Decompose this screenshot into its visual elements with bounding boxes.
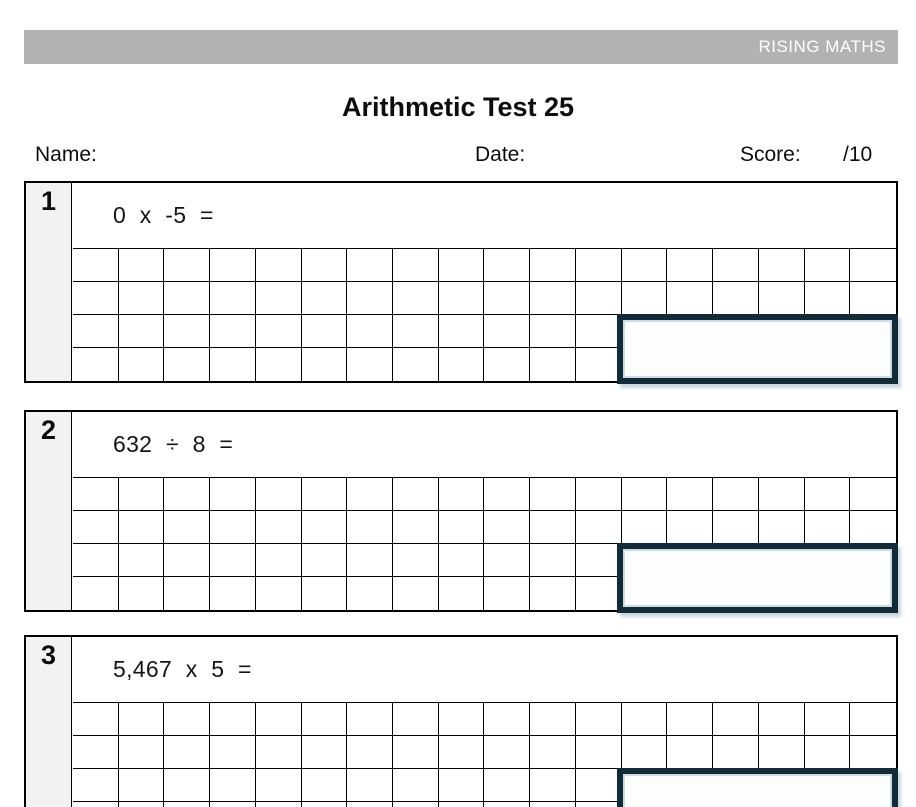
grid-cell xyxy=(576,769,622,802)
grid-cell xyxy=(576,315,622,348)
grid-cell xyxy=(256,249,302,282)
grid-cell xyxy=(667,249,713,282)
grid-cell xyxy=(622,249,668,282)
grid-cell xyxy=(119,249,165,282)
grid-cell xyxy=(393,736,439,769)
grid-cell xyxy=(759,249,805,282)
grid-cell xyxy=(439,348,485,381)
grid-cell xyxy=(484,249,530,282)
grid-cell xyxy=(667,736,713,769)
grid-cell xyxy=(210,348,256,381)
grid-cell xyxy=(850,282,896,315)
grid-cell xyxy=(256,511,302,544)
grid-cell xyxy=(119,511,165,544)
grid-cell xyxy=(393,478,439,511)
grid-cell xyxy=(347,544,393,577)
grid-cell xyxy=(484,348,530,381)
grid-cell xyxy=(759,511,805,544)
grid-cell xyxy=(713,511,759,544)
grid-cell xyxy=(484,282,530,315)
question-number: 2 xyxy=(26,412,72,610)
grid-cell xyxy=(530,544,576,577)
grid-cell xyxy=(347,249,393,282)
grid-cell xyxy=(484,511,530,544)
grid-cell xyxy=(805,511,851,544)
grid-cell xyxy=(622,703,668,736)
grid-cell xyxy=(256,282,302,315)
grid-cell xyxy=(73,282,119,315)
grid-cell xyxy=(256,315,302,348)
grid-cell xyxy=(73,348,119,381)
grid-cell xyxy=(530,769,576,802)
grid-cell xyxy=(164,511,210,544)
grid-cell xyxy=(210,249,256,282)
grid-cell xyxy=(210,577,256,610)
grid-cell xyxy=(347,703,393,736)
grid-cell xyxy=(484,544,530,577)
grid-cell xyxy=(439,478,485,511)
grid-cell xyxy=(164,478,210,511)
brand-label: RISING MATHS xyxy=(758,37,886,56)
grid-cell xyxy=(302,511,348,544)
brand-bar xyxy=(24,30,898,64)
grid-cell xyxy=(119,577,165,610)
grid-cell xyxy=(759,282,805,315)
grid-cell xyxy=(73,802,119,807)
grid-cell xyxy=(119,703,165,736)
grid-cell xyxy=(302,315,348,348)
grid-cell xyxy=(347,802,393,807)
grid-cell xyxy=(119,769,165,802)
grid-cell xyxy=(210,544,256,577)
grid-cell xyxy=(576,511,622,544)
grid-cell xyxy=(256,802,302,807)
grid-cell xyxy=(210,802,256,807)
grid-cell xyxy=(73,249,119,282)
grid-cell xyxy=(119,478,165,511)
grid-cell xyxy=(439,577,485,610)
grid-cell xyxy=(713,703,759,736)
grid-cell xyxy=(439,703,485,736)
grid-cell xyxy=(439,736,485,769)
grid-cell xyxy=(210,282,256,315)
grid-cell xyxy=(576,544,622,577)
grid-cell xyxy=(439,511,485,544)
grid-cell xyxy=(393,348,439,381)
grid-cell xyxy=(302,249,348,282)
score-total: /10 xyxy=(843,143,873,166)
grid-cell xyxy=(530,511,576,544)
grid-cell xyxy=(347,282,393,315)
grid-cell xyxy=(119,315,165,348)
name-label: Name: xyxy=(35,143,97,166)
grid-cell xyxy=(256,736,302,769)
grid-cell xyxy=(347,577,393,610)
grid-cell xyxy=(73,769,119,802)
grid-cell xyxy=(347,478,393,511)
grid-cell xyxy=(393,703,439,736)
grid-cell xyxy=(210,703,256,736)
grid-cell xyxy=(530,802,576,807)
grid-cell xyxy=(759,478,805,511)
grid-cell xyxy=(530,249,576,282)
grid-cell xyxy=(256,577,302,610)
grid-cell xyxy=(210,511,256,544)
grid-cell xyxy=(164,577,210,610)
grid-cell xyxy=(713,282,759,315)
grid-cell xyxy=(439,544,485,577)
grid-cell xyxy=(667,703,713,736)
grid-cell xyxy=(530,736,576,769)
grid-cell xyxy=(164,249,210,282)
page-title: Arithmetic Test 25 xyxy=(341,92,575,122)
grid-cell xyxy=(302,282,348,315)
grid-cell xyxy=(439,769,485,802)
grid-cell xyxy=(622,478,668,511)
grid-cell xyxy=(302,577,348,610)
grid-cell xyxy=(393,282,439,315)
grid-cell xyxy=(667,478,713,511)
grid-cell xyxy=(622,282,668,315)
grid-cell xyxy=(164,544,210,577)
answer-box[interactable] xyxy=(617,768,898,807)
grid-cell xyxy=(439,802,485,807)
grid-cell xyxy=(302,736,348,769)
grid-cell xyxy=(256,769,302,802)
grid-cell xyxy=(530,703,576,736)
grid-cell xyxy=(73,703,119,736)
grid-cell xyxy=(73,315,119,348)
grid-cell xyxy=(164,348,210,381)
grid-cell xyxy=(119,348,165,381)
grid-cell xyxy=(347,348,393,381)
grid-cell xyxy=(164,703,210,736)
grid-cell xyxy=(759,703,805,736)
grid-cell xyxy=(302,478,348,511)
grid-cell xyxy=(256,478,302,511)
grid-cell xyxy=(484,769,530,802)
grid-cell xyxy=(805,282,851,315)
grid-cell xyxy=(393,511,439,544)
grid-cell xyxy=(164,769,210,802)
grid-cell xyxy=(576,478,622,511)
grid-cell xyxy=(73,511,119,544)
grid-cell xyxy=(347,769,393,802)
grid-cell xyxy=(805,478,851,511)
grid-cell xyxy=(439,282,485,315)
grid-cell xyxy=(667,511,713,544)
grid-cell xyxy=(530,282,576,315)
grid-cell xyxy=(713,736,759,769)
question-expression: 0 x -5 = xyxy=(73,183,896,249)
answer-box[interactable] xyxy=(617,314,898,384)
grid-cell xyxy=(302,802,348,807)
grid-cell xyxy=(73,736,119,769)
grid-cell xyxy=(73,478,119,511)
grid-cell xyxy=(347,736,393,769)
grid-cell xyxy=(393,249,439,282)
question-block-1 xyxy=(24,181,898,383)
grid-cell xyxy=(850,703,896,736)
grid-cell xyxy=(210,736,256,769)
grid-cell xyxy=(164,315,210,348)
grid-cell xyxy=(576,703,622,736)
grid-cell xyxy=(484,802,530,807)
question-number: 3 xyxy=(26,637,72,807)
grid-cell xyxy=(576,282,622,315)
grid-cell xyxy=(713,249,759,282)
grid-cell xyxy=(119,282,165,315)
grid-cell xyxy=(439,249,485,282)
grid-cell xyxy=(713,478,759,511)
grid-cell xyxy=(164,802,210,807)
question-block-3 xyxy=(24,635,898,807)
grid-cell xyxy=(530,478,576,511)
question-number: 1 xyxy=(26,183,72,381)
grid-cell xyxy=(622,511,668,544)
grid-cell xyxy=(393,544,439,577)
grid-cell xyxy=(530,577,576,610)
question-block-2 xyxy=(24,410,898,612)
score-label: Score: xyxy=(740,143,801,166)
grid-cell xyxy=(850,249,896,282)
grid-cell xyxy=(256,348,302,381)
answer-box[interactable] xyxy=(617,543,898,613)
grid-cell xyxy=(256,544,302,577)
grid-cell xyxy=(805,736,851,769)
date-label: Date: xyxy=(475,143,526,166)
grid-cell xyxy=(210,315,256,348)
grid-cell xyxy=(393,577,439,610)
grid-cell xyxy=(393,802,439,807)
grid-cell xyxy=(302,703,348,736)
grid-cell xyxy=(484,736,530,769)
grid-cell xyxy=(484,577,530,610)
grid-cell xyxy=(164,736,210,769)
grid-cell xyxy=(759,736,805,769)
grid-cell xyxy=(302,769,348,802)
grid-cell xyxy=(805,249,851,282)
grid-cell xyxy=(393,315,439,348)
grid-cell xyxy=(667,282,713,315)
grid-cell xyxy=(576,577,622,610)
grid-cell xyxy=(576,348,622,381)
grid-cell xyxy=(393,769,439,802)
grid-cell xyxy=(484,703,530,736)
grid-cell xyxy=(850,478,896,511)
grid-cell xyxy=(576,736,622,769)
grid-cell xyxy=(73,577,119,610)
grid-cell xyxy=(256,703,302,736)
grid-cell xyxy=(576,802,622,807)
question-expression: 5,467 x 5 = xyxy=(73,637,896,703)
grid-cell xyxy=(850,736,896,769)
grid-cell xyxy=(210,478,256,511)
grid-cell xyxy=(119,736,165,769)
grid-cell xyxy=(484,478,530,511)
grid-cell xyxy=(210,769,256,802)
grid-cell xyxy=(347,511,393,544)
grid-cell xyxy=(73,544,119,577)
grid-cell xyxy=(302,348,348,381)
grid-cell xyxy=(484,315,530,348)
grid-cell xyxy=(164,282,210,315)
grid-cell xyxy=(302,544,348,577)
grid-cell xyxy=(622,736,668,769)
grid-cell xyxy=(119,544,165,577)
grid-cell xyxy=(530,315,576,348)
grid-cell xyxy=(347,315,393,348)
grid-cell xyxy=(576,249,622,282)
grid-cell xyxy=(119,802,165,807)
grid-cell xyxy=(530,348,576,381)
grid-cell xyxy=(439,315,485,348)
grid-cell xyxy=(805,703,851,736)
question-expression: 632 ÷ 8 = xyxy=(73,412,896,478)
grid-cell xyxy=(850,511,896,544)
